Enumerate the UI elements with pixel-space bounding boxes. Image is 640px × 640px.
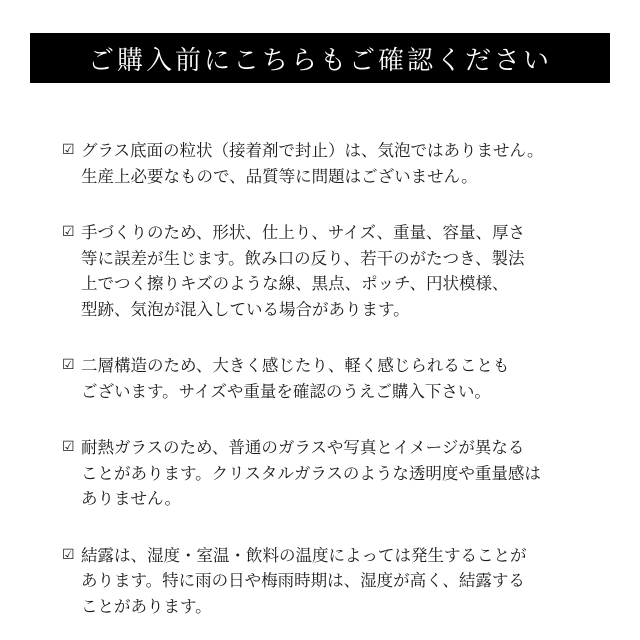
note-line: ありません。 xyxy=(81,489,181,508)
checkbox-icon: ☑ xyxy=(62,142,75,158)
note-item xyxy=(62,353,602,404)
notes-list xyxy=(62,138,602,640)
note-line: ございます。サイズや重量を確認のうえご購入下さい。 xyxy=(81,381,491,401)
note-line: グラス底面の粒状（接着剤で封止）は、気泡ではありません。 xyxy=(81,141,544,160)
note-line: 二層構造のため、大きく感じたり、軽く感じられることも xyxy=(81,356,510,375)
note-item xyxy=(62,543,602,620)
note-line: 手づくりのため、形状、仕上り、サイズ、重量、容量、厚さ xyxy=(81,223,526,242)
note-item xyxy=(62,435,602,512)
note-item xyxy=(62,138,602,189)
note-line: あります。特に雨の日や梅雨時期は、湿度が高く、結露する xyxy=(81,571,525,590)
checkbox-icon: ☑ xyxy=(62,546,75,563)
note-item xyxy=(62,220,602,322)
note-line: 等に誤差が生じます。飲み口の反り、若干のがたつき、製法 xyxy=(81,248,525,268)
checkbox-icon: ☑ xyxy=(62,224,75,240)
banner-title: ご購入前にこちらもご確認ください xyxy=(30,33,610,83)
note-line: 上でつく擦りキズのような線、黒点、ポッチ、円状模様、 xyxy=(81,274,509,293)
note-line: 耐熱ガラスのため、普通のガラスや写真とイメージが異なる xyxy=(81,438,525,457)
note-line: ことがあります。 xyxy=(81,596,212,616)
note-line: 結露は、湿度・室温・飲料の温度によっては発生することが xyxy=(81,545,527,565)
note-line: 型跡、気泡が混入している場合があります。 xyxy=(81,299,410,319)
note-line: 生産上必要なもので、品質等に問題はございません。 xyxy=(81,166,478,186)
checkbox-icon: ☑ xyxy=(62,439,75,455)
note-line: ことがあります。クリスタルガラスのような透明度や重量感は xyxy=(81,463,541,483)
checkbox-icon: ☑ xyxy=(62,357,75,373)
